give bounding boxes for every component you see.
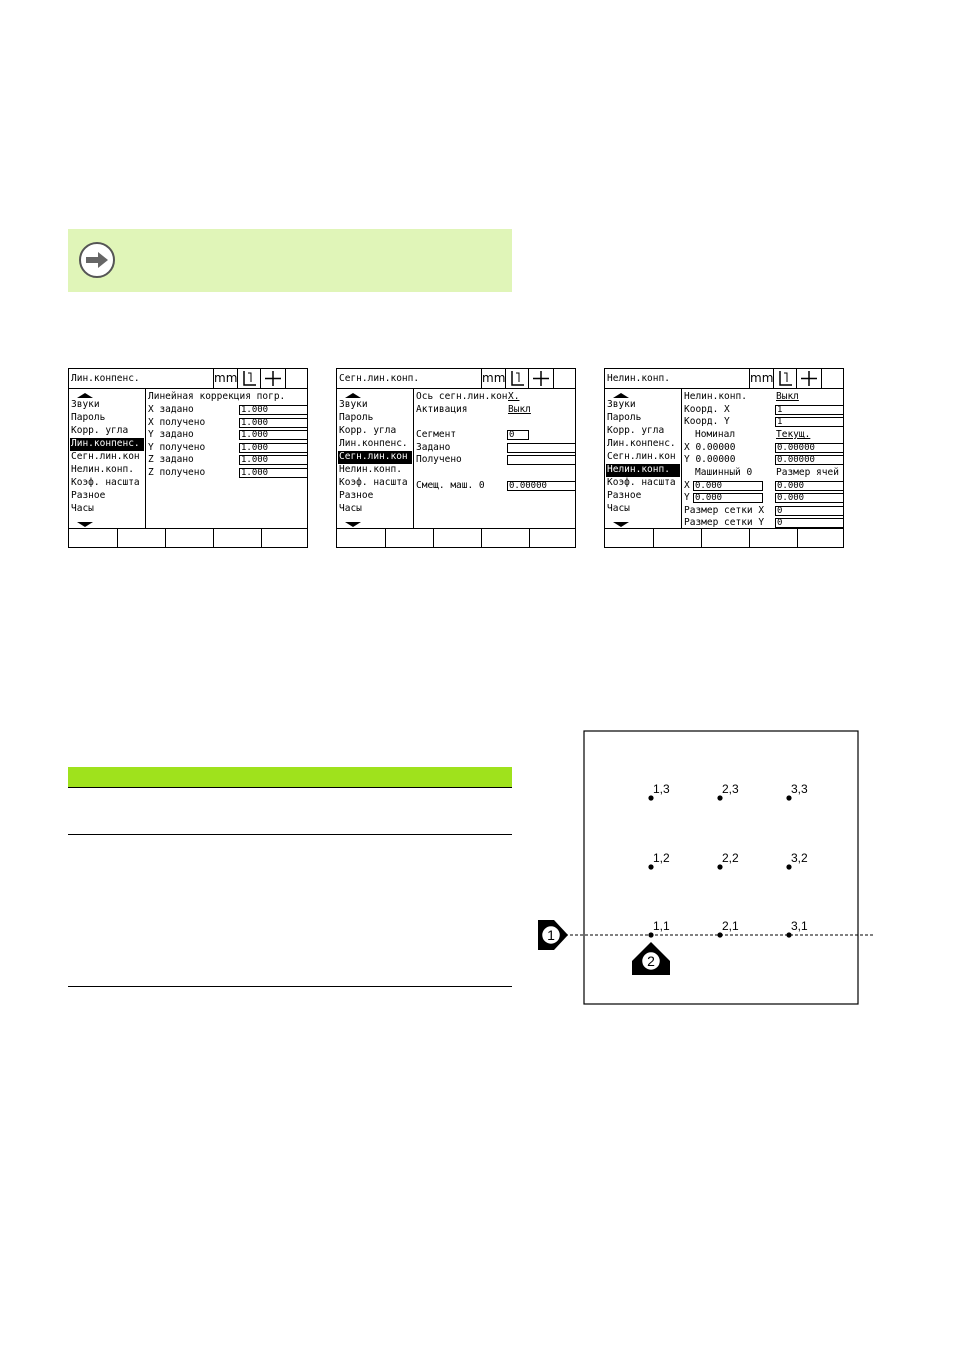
menu-item[interactable]: Разное	[339, 490, 374, 501]
table-divider	[68, 834, 512, 835]
menu-item[interactable]: Лин.конпенс.	[70, 438, 144, 451]
y-nominal: Y 0.00000	[684, 454, 736, 465]
current-label[interactable]: Текущ.	[776, 429, 811, 440]
softkey-1[interactable]	[337, 529, 385, 547]
menu-item[interactable]: Нелин.конп.	[339, 464, 402, 475]
crosshair-icon	[260, 369, 285, 388]
callout-1-label: 1	[547, 927, 555, 943]
softkey-bar	[69, 528, 307, 547]
softkey-5[interactable]	[529, 529, 577, 547]
scroll-up-icon[interactable]	[77, 393, 93, 398]
scroll-down-icon[interactable]	[613, 522, 629, 527]
x-nominal: X 0.00000	[684, 442, 736, 453]
y-current-field[interactable]: 0.00000	[775, 455, 844, 465]
row-label: Y задано	[148, 429, 194, 440]
softkey-1[interactable]	[69, 529, 117, 547]
softkey-2[interactable]	[653, 529, 701, 547]
mz-x-label: X	[684, 480, 690, 491]
grid-point	[717, 864, 722, 869]
menu-item[interactable]: Разное	[607, 490, 642, 501]
heading: Линейная коррекция погр.	[148, 391, 286, 402]
offset-label: Смещ. маш. 0	[416, 480, 485, 491]
grid-point-label: 2,2	[722, 851, 739, 865]
coordy-label: Коорд. Y	[684, 416, 730, 427]
arrow-right-circle-icon	[78, 241, 116, 279]
got-label: Получено	[416, 454, 462, 465]
menu-item[interactable]: Пароль	[339, 412, 374, 423]
axis-label: Ось сегн.лин.кон	[416, 391, 508, 402]
settings-menu	[69, 389, 146, 529]
menu-item[interactable]: Сегн.лин.кон	[607, 451, 676, 462]
coordx-label: Коорд. X	[684, 404, 730, 415]
softkey-bar	[337, 528, 575, 547]
menu-item[interactable]: Часы	[71, 503, 94, 514]
grid-y-field[interactable]: 0	[775, 518, 844, 528]
softkey-4[interactable]	[213, 529, 261, 547]
grid-x-label: Размер сетки X	[684, 505, 765, 516]
set-field[interactable]	[507, 443, 576, 453]
softkey-4[interactable]	[749, 529, 797, 547]
softkey-3[interactable]	[433, 529, 481, 547]
nominal-label: Номинал	[695, 429, 736, 440]
nl-label: Нелин.конп.	[684, 391, 747, 402]
menu-item[interactable]: Пароль	[71, 412, 106, 423]
row-value-field[interactable]: 1.000	[239, 405, 308, 415]
settings-menu	[337, 389, 414, 529]
mz-x-field[interactable]: 0.000	[693, 481, 763, 491]
menu-item[interactable]: Коэф. насшта	[607, 477, 676, 488]
scroll-up-icon[interactable]	[345, 393, 361, 398]
callout-2-label: 2	[647, 953, 655, 969]
axis-icon	[505, 369, 528, 388]
machine-zero-label: Машинный 0	[695, 467, 753, 478]
grid-point-label: 2,1	[722, 919, 739, 933]
grid-point-label: 1,2	[653, 851, 670, 865]
softkey-2[interactable]	[117, 529, 165, 547]
row-value-field[interactable]: 1.000	[239, 455, 308, 465]
unit-indicator: mm	[481, 369, 505, 388]
menu-item[interactable]: Корр. угла	[71, 425, 129, 436]
softkey-1[interactable]	[605, 529, 653, 547]
grid-point	[648, 932, 653, 937]
menu-item[interactable]: Разное	[71, 490, 106, 501]
row-value-field[interactable]: 1.000	[239, 443, 308, 453]
offset-field[interactable]: 0.00000	[507, 481, 576, 491]
menu-item[interactable]: Звуки	[339, 399, 368, 410]
grid-point-label: 2,3	[722, 782, 739, 796]
settings-menu	[605, 389, 682, 529]
row-value-field[interactable]: 1.000	[239, 430, 308, 440]
grid-point	[717, 795, 722, 800]
row-value-field[interactable]: 1.000	[239, 418, 308, 428]
callout-1-icon	[538, 920, 568, 950]
titlebar-blank	[285, 369, 307, 388]
row-label: Z задано	[148, 454, 194, 465]
scroll-up-icon[interactable]	[613, 393, 629, 398]
menu-item[interactable]: Корр. угла	[607, 425, 665, 436]
x-current-field[interactable]: 0.00000	[775, 443, 844, 453]
note-box	[68, 229, 512, 292]
table-header	[68, 767, 512, 787]
segment-label: Сегмент	[416, 429, 457, 440]
got-field[interactable]	[507, 455, 576, 465]
table-divider	[68, 986, 512, 987]
menu-item[interactable]: Звуки	[607, 399, 636, 410]
grid-point-label: 3,2	[791, 851, 808, 865]
screen-titlebar	[69, 369, 307, 389]
crosshair-icon	[528, 369, 553, 388]
softkey-2[interactable]	[385, 529, 433, 547]
table-divider	[68, 787, 512, 788]
row-label: X получено	[148, 416, 206, 428]
menu-item[interactable]: Пароль	[607, 412, 642, 423]
coordy-field[interactable]: 1	[775, 417, 844, 427]
segment-field[interactable]: 0	[507, 430, 529, 440]
row-label: X задано	[148, 404, 194, 415]
mz-x-cell-field[interactable]: 0.000	[775, 481, 844, 491]
softkey-5[interactable]	[261, 529, 309, 547]
menu-item[interactable]: Часы	[607, 503, 630, 514]
menu-item[interactable]: Нелин.конп.	[606, 464, 680, 477]
softkey-4[interactable]	[481, 529, 529, 547]
menu-item[interactable]: Лин.конпенс.	[339, 438, 408, 449]
crosshair-icon	[796, 369, 821, 388]
menu-item[interactable]: Сегн.лин.кон	[338, 451, 412, 464]
titlebar-blank	[821, 369, 843, 388]
grid-point-label: 3,1	[791, 919, 808, 933]
softkey-3[interactable]	[701, 529, 749, 547]
screen-title: Лин.конпенс.	[71, 373, 140, 384]
screen-segment-linear-compensation	[336, 368, 576, 548]
screen-titlebar	[337, 369, 575, 389]
menu-item[interactable]: Корр. угла	[339, 425, 397, 436]
screen-titlebar	[605, 369, 843, 389]
menu-item[interactable]: Звуки	[71, 399, 100, 410]
mz-y-cell-field[interactable]: 0.000	[775, 493, 844, 503]
grid-point	[786, 864, 791, 869]
grid-point-label: 1,3	[653, 782, 670, 796]
grid-point	[648, 864, 653, 869]
activation-value[interactable]: Выкл	[508, 404, 531, 415]
grid-diagram	[530, 728, 880, 1008]
unit-indicator: mm	[749, 369, 773, 388]
screen-linear-compensation	[68, 368, 308, 548]
coordx-field[interactable]: 1	[775, 405, 844, 415]
grid-point	[648, 795, 653, 800]
mz-y-field[interactable]: 0.000	[693, 493, 763, 503]
menu-item[interactable]: Часы	[339, 503, 362, 514]
row-value-field[interactable]: 1.000	[239, 468, 308, 478]
menu-item[interactable]: Лин.конпенс.	[607, 438, 676, 449]
grid-y-label: Размер сетки Y	[684, 517, 765, 528]
scroll-down-icon[interactable]	[345, 522, 361, 527]
axis-icon	[773, 369, 796, 388]
grid-point	[786, 795, 791, 800]
cell-size-label: Размер ячей	[776, 467, 839, 478]
grid-point-label: 1,1	[653, 919, 670, 933]
axis-value[interactable]: X.	[508, 391, 520, 402]
softkey-3[interactable]	[165, 529, 213, 547]
set-label: Задано	[416, 442, 451, 453]
screen-nonlinear-compensation	[604, 368, 844, 548]
menu-item[interactable]: Коэф. насшта	[71, 477, 140, 488]
grid-point	[786, 932, 791, 937]
grid-point-label: 3,3	[791, 782, 808, 796]
menu-item[interactable]: Нелин.конп.	[71, 464, 134, 475]
unit-indicator: mm	[213, 369, 237, 388]
row-label: Y получено	[148, 441, 206, 453]
menu-item[interactable]: Сегн.лин.кон	[71, 451, 140, 462]
titlebar-blank	[553, 369, 575, 388]
screen-title: Нелин.конп.	[607, 373, 670, 384]
axis-icon	[237, 369, 260, 388]
mz-y-label: Y	[684, 492, 690, 503]
scroll-down-icon[interactable]	[77, 522, 93, 527]
menu-item[interactable]: Коэф. насшта	[339, 477, 408, 488]
grid-x-field[interactable]: 0	[775, 506, 844, 516]
softkey-bar	[605, 528, 843, 547]
screen-title: Сегн.лин.конп.	[339, 373, 420, 384]
grid-point	[717, 932, 722, 937]
activation-label: Активация	[416, 404, 468, 415]
row-label: Z получено	[148, 466, 206, 478]
nl-value[interactable]: Выкл	[776, 391, 799, 402]
softkey-5[interactable]	[797, 529, 845, 547]
